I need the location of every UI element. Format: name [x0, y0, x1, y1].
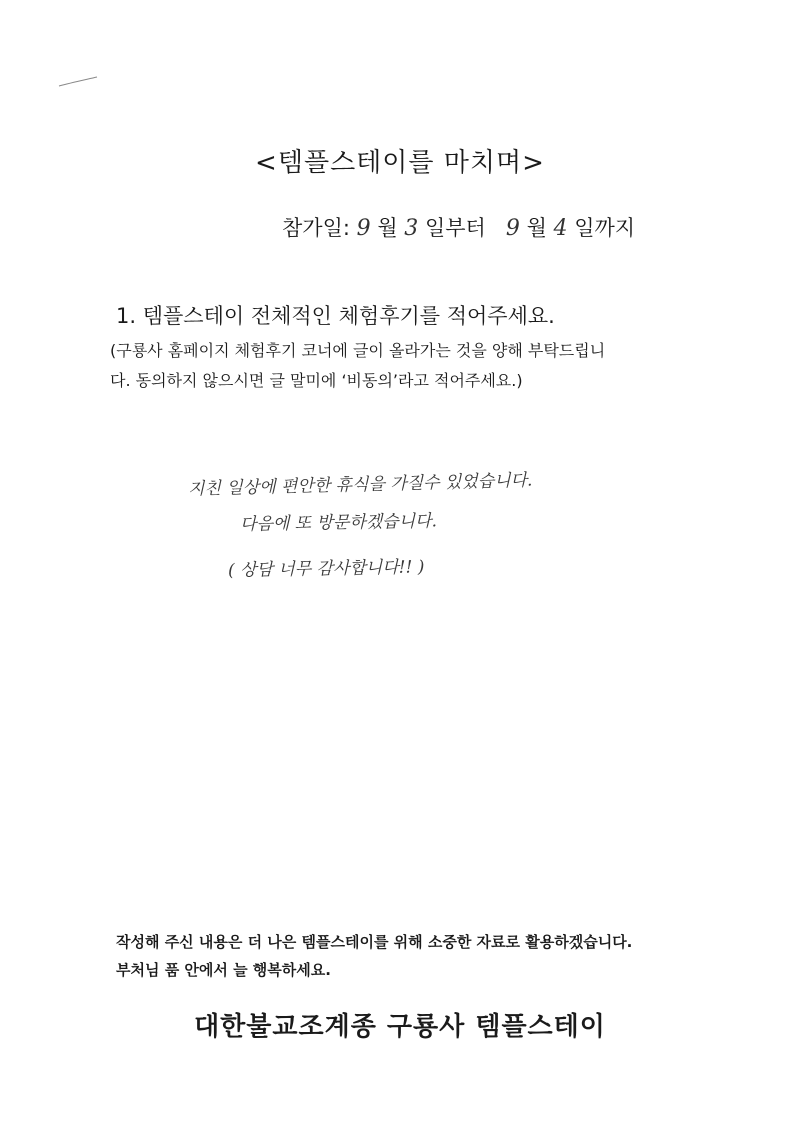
end-day-value: 4 — [553, 216, 568, 241]
participation-date-line — [282, 212, 635, 242]
question-1: 1. 템플스테이 전체적인 체험후기를 적어주세요. — [116, 304, 555, 328]
handwritten-review-line-2: 다음에 또 방문하겠습니다. — [239, 511, 438, 535]
start-day-value: 3 — [404, 216, 419, 241]
handwritten-review-line-3: ( 상담 너무 감사합니다!! ) — [227, 557, 425, 581]
footer-line-1: 작성해 주신 내용은 더 나은 템플스테이를 위해 소중한 자료로 활용하겠습니다. — [116, 933, 633, 951]
consent-note — [110, 336, 700, 396]
consent-note-line-2: 다. 동의하지 않으시면 글 말미에 ‘비동의’라고 적어주세요.) — [110, 371, 523, 390]
consent-note-line-1: (구룡사 홈페이지 체험후기 코너에 글이 올라가는 것을 양해 부탁드립니 — [110, 341, 606, 360]
from-text: 일부터 — [424, 216, 486, 240]
month-unit-2: 월 — [526, 216, 547, 240]
date-label: 참가일: — [282, 216, 350, 240]
month-unit-1: 월 — [377, 216, 398, 240]
start-month-value: 9 — [356, 216, 371, 241]
footer-note — [116, 928, 632, 984]
handwritten-review-line-1: 지친 일상에 편안한 휴식을 가질수 있었습니다. — [187, 470, 533, 500]
scan-mark — [58, 74, 98, 88]
until-text: 일까지 — [574, 216, 636, 240]
organization-name: 대한불교조계종 구룡사 템플스테이 — [194, 1012, 606, 1042]
footer-line-2: 부처님 품 안에서 늘 행복하세요. — [116, 961, 331, 979]
end-month-value: 9 — [505, 216, 520, 241]
page-title: <템플스테이를 마치며> — [255, 148, 545, 178]
